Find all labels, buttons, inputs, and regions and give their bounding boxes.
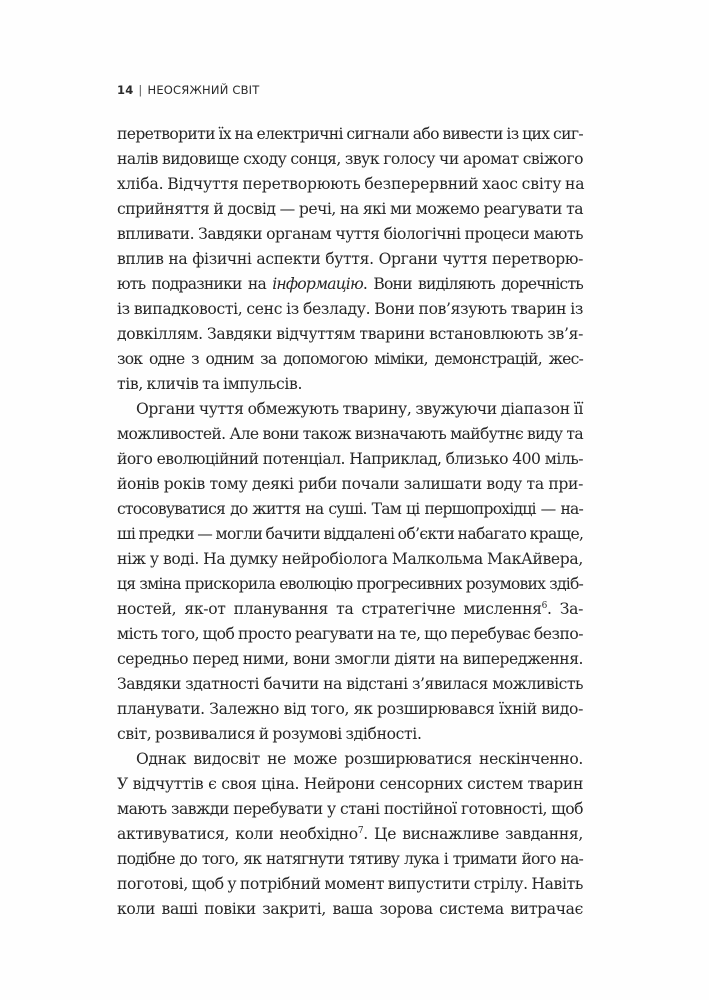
text-line: ця зміна прискорила еволюцію прогресивних розумових здіб- — [117, 575, 583, 593]
text-line: вплив на фізичні аспекти буття. Органи чуття перетворю- — [117, 250, 583, 268]
text-line: стосовуватися до життя на суші. Там ці першопрохідці — на- — [117, 500, 583, 518]
footnote-ref-7[interactable]: 7 — [357, 826, 364, 836]
text-line: налів видовище сходу сонця, звук голосу чи аромат свіжого — [117, 150, 583, 168]
text-line: його еволюційний потенціал. Наприклад, близько 400 міль- — [117, 450, 583, 468]
running-header — [117, 83, 260, 97]
footnote-ref-6[interactable]: 6 — [541, 601, 548, 611]
text-line: Завдяки здатності бачити на відстані з’явилася можливість — [117, 675, 583, 693]
text-line: Органи чуття обмежують тварину, звужуючи діапазон її — [136, 400, 583, 418]
text-line: мість того, щоб просто реагувати на те, що перебуває безпо- — [117, 625, 583, 643]
text-line: можливостей. Але вони також визначають майбутнє виду та — [117, 425, 583, 443]
body-text — [117, 122, 583, 922]
page-number: 14 — [117, 83, 134, 97]
text-line: хліба. Відчуття перетворюють безперервний хаос світу на — [117, 175, 585, 193]
text-line: перетворити їх на електричні сигнали або вивести із цих сиг- — [117, 125, 583, 143]
text-line: сприйняття й досвід — речі, на які ми можемо реагувати та — [117, 200, 583, 218]
text-line: планувати. Залежно від того, як розширювався їхній видо- — [117, 700, 583, 718]
text-line: середньо перед ними, вони змогли діяти на випередження. — [117, 650, 583, 668]
text-line: ностей, як-от планування та стратегічне мислення$^6$. За- — [117, 600, 583, 618]
text-line: Однак видосвіт не може розширюватися нескінченно. — [136, 750, 583, 768]
text-line: коли ваші повіки закриті, ваша зорова система витрачає — [117, 900, 583, 918]
text-line: світ, розвивалися й розумові здібності. — [117, 725, 422, 743]
text-line: тів, кличів та імпульсів. — [117, 375, 303, 393]
chapter-title: НЕОСЯЖНИЙ СВІТ — [147, 83, 260, 97]
text-line: поготові, щоб у потрібний момент випустити стрілу. Навіть — [117, 875, 583, 893]
header-separator: | — [138, 83, 143, 97]
text-line: впливати. Завдяки органам чуття біологічні процеси мають — [117, 225, 583, 243]
text-line: із випадковості, сенс із безладу. Вони пов’язують тварин із — [117, 300, 583, 318]
text-line: мають завжди перебувати у стані постійної готовності, щоб — [117, 800, 583, 818]
text-line: ніж у воді. На думку нейробіолога Малкольма МакАйвера, — [117, 550, 583, 568]
text-line: ють подразники на інформацію. Вони виділяють доречність — [117, 275, 583, 293]
text-line: У відчуттів є своя ціна. Нейрони сенсорних систем тварин — [117, 775, 583, 793]
text-line: зок одне з одним за допомогою міміки, демонстрацій, жес- — [117, 350, 583, 368]
text-line: активуватися, коли необхідно$^7$. Це виснажливе завдання, — [117, 825, 583, 843]
text-line: довкіллям. Завдяки відчуттям тварини встановлюють зв’я- — [117, 325, 583, 343]
text-line: йонів років тому деякі риби почали залишати воду та при- — [117, 475, 583, 493]
emphasis-term: інформацію — [272, 275, 363, 293]
text-line: подібне до того, як натягнути тятиву лука і тримати його на- — [117, 850, 583, 868]
text-line: ші предки — могли бачити віддалені об’єкти набагато краще, — [117, 525, 584, 543]
